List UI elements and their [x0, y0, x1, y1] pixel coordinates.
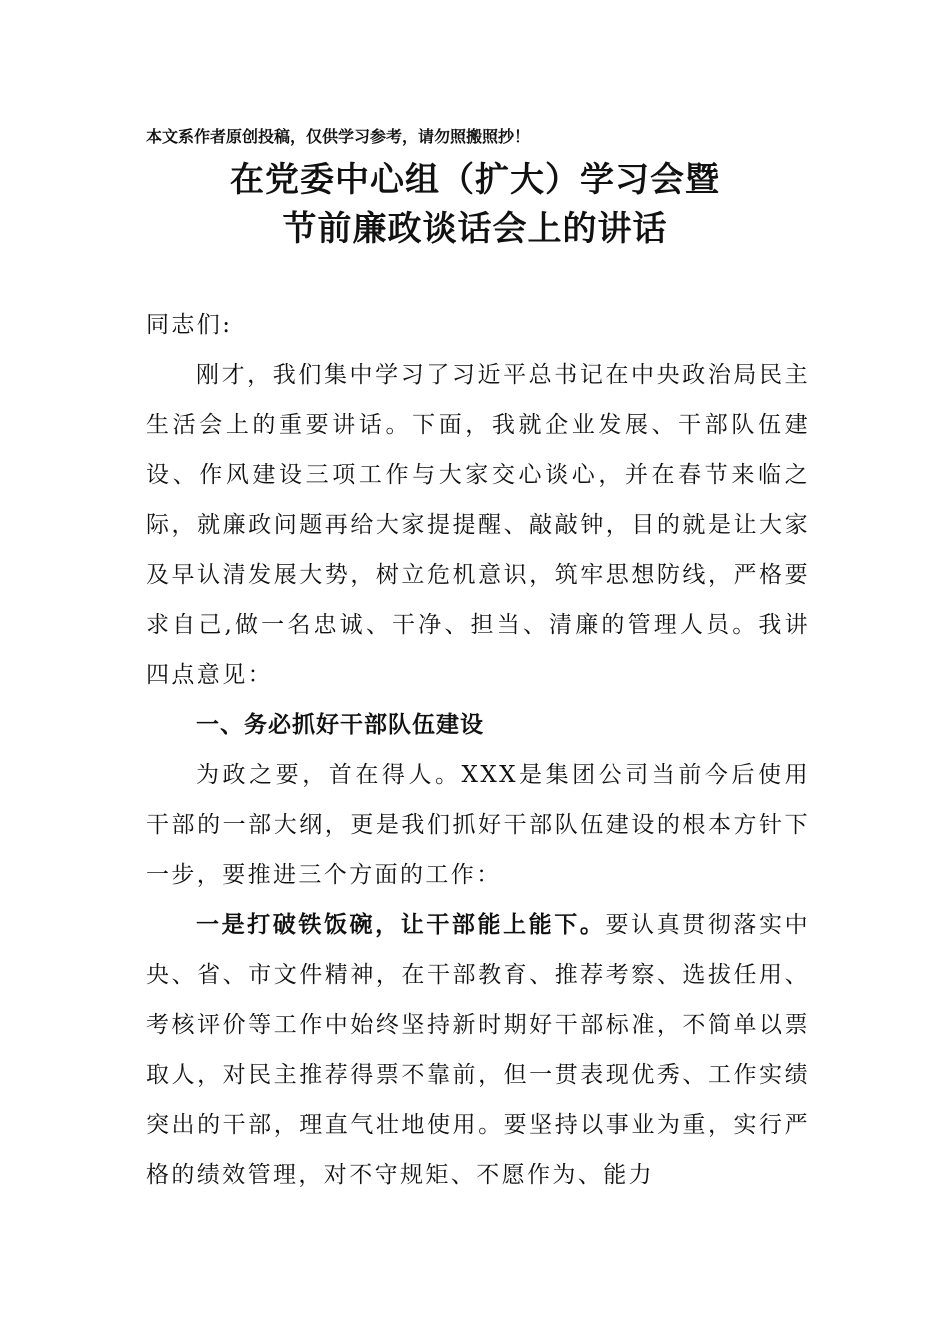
salutation: 同志们: — [146, 312, 233, 338]
intro-paragraph: 刚才，我们集中学习了习近平总书记在中央政治局民主生活会上的重要讲话。下面，我就企业发展、干部队伍建设、作风建设三项工作与大家交心谈心，并在春节来临之际，就廉政问题再给大家提提醒、敲敲钟，目的就是让大家及早认清发展大势，树立危机意识，筑牢思想防线，严格要求自己,做一名忠诚、干净、担当、清廉的管理人员。我讲四点意见： — [146, 362, 810, 688]
point-1-text: 要认真贯彻落实中央、省、市文件精神，在干部教育、推荐考察、选拔任用、考核评价等工作中始终坚持新时期好干部标准，不简单以票取人，对民主推荐得票不靠前，但一贯表现优秀、工作实绩突出的干部，理直气壮地使用。要坚持以事业为重，实行严格的绩效管理，对不守规矩、不愿作为、能力 — [146, 912, 811, 1188]
section-heading-1: 一、务必抓好干部队伍建设 — [196, 712, 484, 738]
point-1-lead: 一是打破铁饭碗，让干部能上能下。 — [196, 911, 606, 938]
document-body — [146, 300, 810, 1200]
copyright-notice: 本文系作者原创投稿，仅供学习参考，请勿照搬照抄！ — [146, 127, 531, 146]
document-title-line-1: 在党委中心组（扩大）学习会暨 — [230, 160, 720, 200]
section-1-paragraph: 为政之要，首在得人。XXX是集团公司当前今后使用干部的一部大纲，更是我们抓好干部队伍建设的根本方针下一步，要推进三个方面的工作： — [146, 762, 810, 888]
document-title-line-2: 节前廉政谈话会上的讲话 — [282, 209, 668, 249]
point-1-paragraph — [146, 900, 810, 1200]
